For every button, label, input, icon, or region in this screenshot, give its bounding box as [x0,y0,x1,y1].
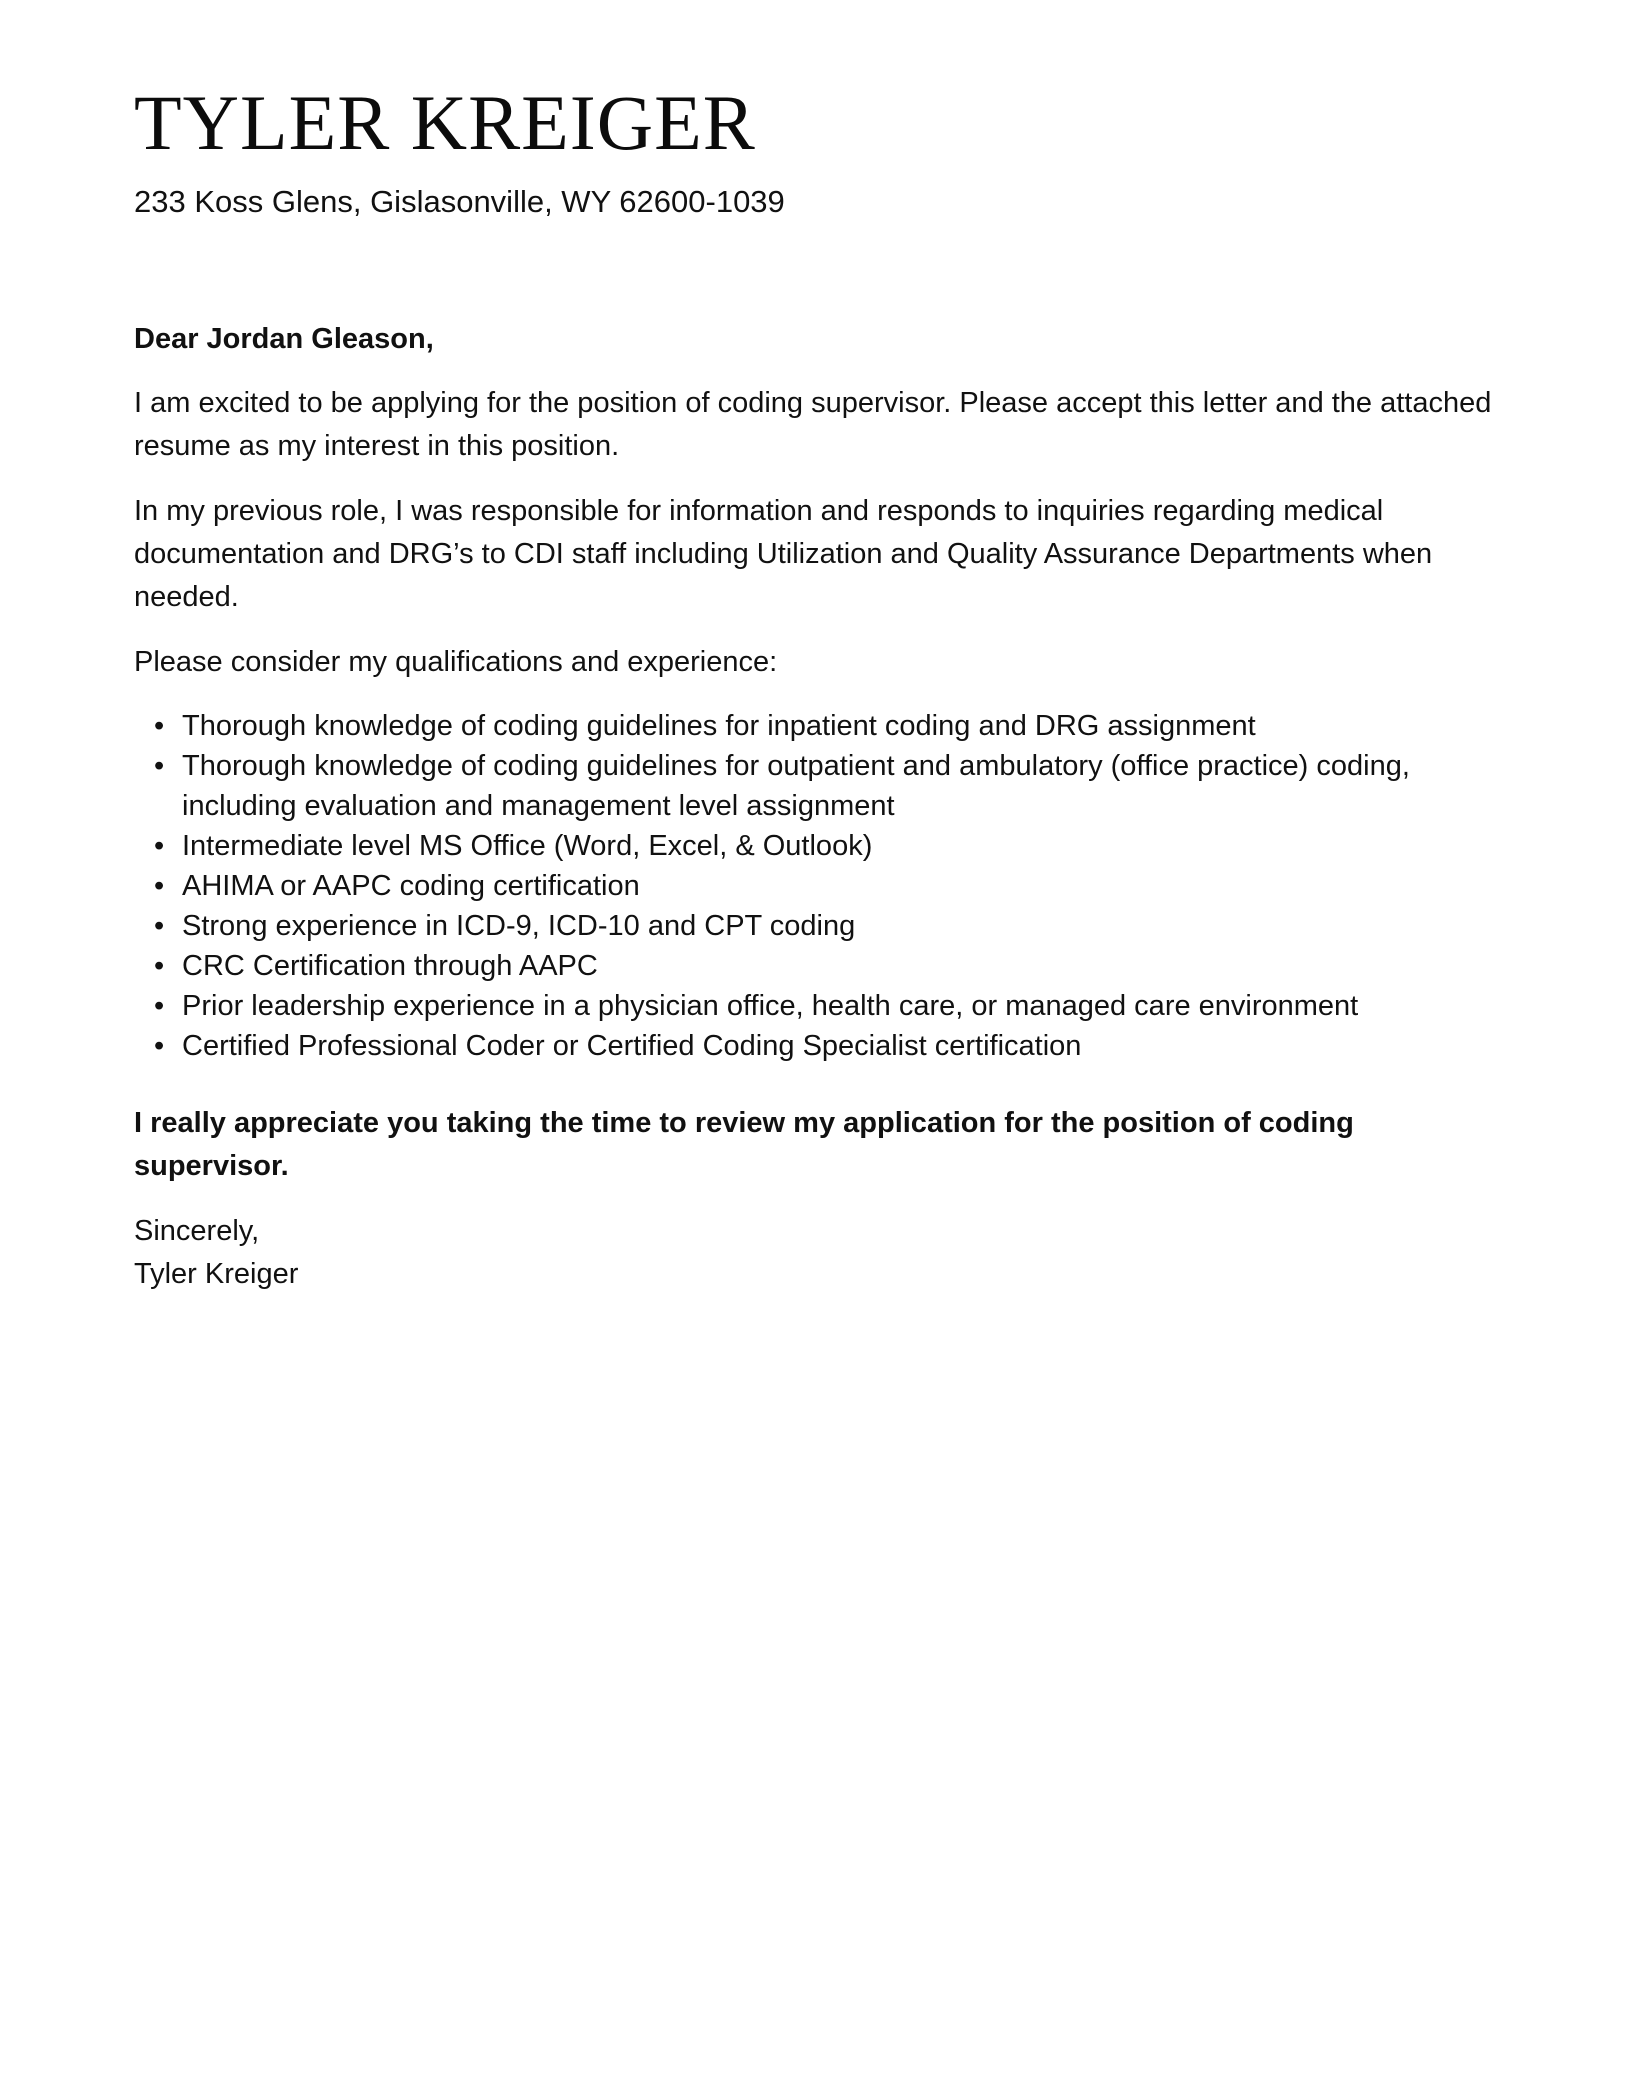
qualification-text: Intermediate level MS Office (Word, Excel, & Outlook) [182,830,873,863]
qualification-text: CRC Certification through AAPC [182,950,598,983]
bullet-icon: • [154,910,165,943]
bullet-icon: • [154,710,165,743]
qualification-text: Strong experience in ICD-9, ICD-10 and CPT coding [182,910,856,943]
list-item [134,1026,1504,1066]
bullet-icon: • [154,990,165,1023]
list-item [134,746,1504,826]
bullet-icon: • [154,950,165,983]
bullet-icon: • [154,1030,165,1063]
signature-name: Tyler Kreiger [134,1258,299,1291]
list-item [134,866,1504,906]
list-item [134,986,1504,1026]
qualifications-list [134,706,1504,1066]
cover-letter-page [134,80,1504,1296]
signoff: Sincerely, [134,1215,260,1248]
qualification-text: Thorough knowledge of coding guidelines for outpatient and ambulatory (office practice) coding, including evaluation and management level assignment [182,750,1410,823]
salutation: Dear Jordan Gleason, [134,323,434,356]
qualification-text: AHIMA or AAPC coding certification [182,870,640,903]
closing-paragraph: I really appreciate you taking the time to review my application for the position of coding supervisor. [134,1107,1354,1183]
applicant-address: 233 Koss Glens, Gislasonville, WY 62600-1039 [134,183,785,219]
list-item [134,826,1504,866]
list-item [134,946,1504,986]
intro-paragraph: I am excited to be applying for the position of coding supervisor. Please accept this letter and the attached resume as my interest in this position. [134,387,1492,463]
bullet-icon: • [154,830,165,863]
applicant-name: TYLER KREIGER [134,79,756,166]
list-item [134,906,1504,946]
qualification-text: Certified Professional Coder or Certified Coding Specialist certification [182,1030,1082,1063]
list-item [134,706,1504,746]
experience-paragraph: In my previous role, I was responsible for information and responds to inquiries regarding medical documentation and DRG’s to CDI staff including Utilization and Quality Assurance Departments when needed. [134,495,1433,614]
signoff-block [134,1210,1504,1296]
bullet-icon: • [154,750,165,783]
qualification-text: Thorough knowledge of coding guidelines for inpatient coding and DRG assignment [182,710,1256,743]
qualification-text: Prior leadership experience in a physician office, health care, or managed care environment [182,990,1359,1023]
qualifications-intro: Please consider my qualifications and experience: [134,646,778,679]
bullet-icon: • [154,870,165,903]
